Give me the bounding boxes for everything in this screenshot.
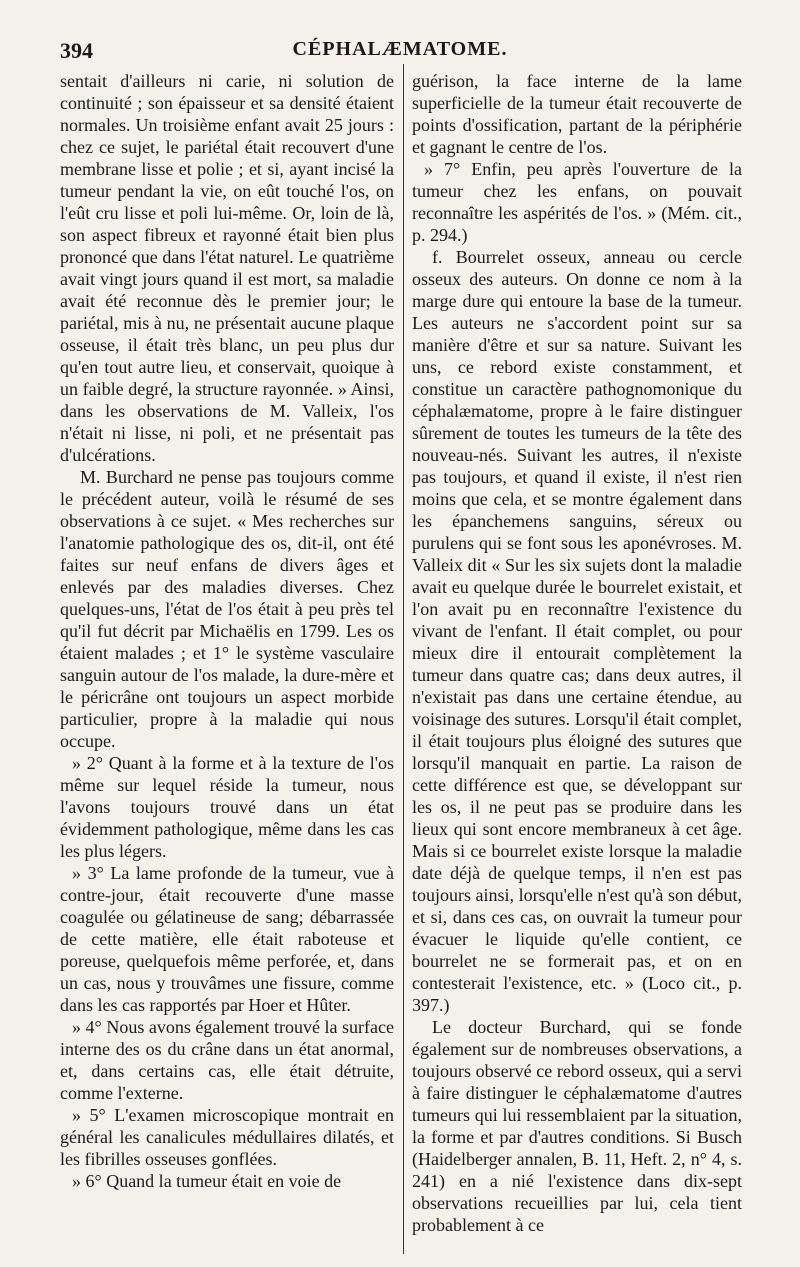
page-number: 394 bbox=[60, 38, 93, 63]
paragraph: » 4° Nous avons également trouvé la surface interne des os du crâne dans un état anormal, et, dans certains cas, elle était détruite, comme l'externe. bbox=[60, 1017, 394, 1103]
right-column bbox=[412, 70, 742, 1236]
paragraph: f. Bourrelet osseux, anneau ou cercle osseux des auteurs. On donne ce nom à la marge dure qui entoure la base de la tumeur. Les auteurs ne s'accordent point sur sa manière d'être et sur sa nature. Suivant les uns, ce rebord existe constamment, et constitue un caractère pathognomonique du céphalæmatome, propre à le faire distinguer sûrement de toutes les tumeurs de la tête des nouveau-nés. Suivant les autres, il n'existe pas toujours, et quand il existe, il n'est rien moins que cela, et se montre également dans les épanchemens sanguins, séreux ou purulens qui se font sous les aponévroses. M. Valleix dit « Sur les six sujets dont la maladie avait eu quelque durée le bourrelet existait, et l'on avait pu en reconnaître l'existence du vivant de l'enfant. Il était complet, ou pour mieux dire il entourait complètement la tumeur dans quatre cas; dans deux autres, il n'existait pas dans une certaine étendue, au voisinage des sutures. Lorsqu'il était complet, il était toujours plus éloigné des sutures que lorsqu'il manquait en partie. La raison de cette différence est que, se développant sur les os, il ne peut pas se produire dans les lieux qui sont encore membraneux à cet âge. Mais si ce bourrelet existe lorsque la maladie date déjà de quelque temps, il n'en est pas toujours ainsi, lorsqu'elle n'est qu'à son début, et si, dans ces cas, on ouvrait la tumeur pour évacuer le liquide qu'elle contient, ce bourrelet ne se formerait pas, et on en contesterait l'existence, etc. » (Loco cit., p. 397.) bbox=[412, 247, 742, 1015]
paragraph: » 2° Quant à la forme et à la texture de l'os même sur lequel réside la tumeur, nous l'avons toujours trouvé dans un état évidemment pathologique, même dans les cas les plus légers. bbox=[60, 753, 394, 861]
running-title: CÉPHALÆMATOME. bbox=[292, 38, 508, 60]
paragraph: M. Burchard ne pense pas toujours comme le précédent auteur, voilà le résumé de ses observations à ce sujet. « Mes recherches sur l'anatomie pathologique des os, dit-il, ont été faites sur neuf enfans de divers âges et enlevés par des maladies diverses. Chez quelques-uns, l'état de l'os était à peu près tel qu'il fut décrit par Michaëlis en 1799. Les os étaient malades ; et 1° le système vasculaire sanguin autour de l'os malade, la dure-mère et le péricrâne ont toujours un aspect morbide particulier, propre à la maladie qui nous occupe. bbox=[60, 467, 394, 751]
paragraph: » 5° L'examen microscopique montrait en général les canalicules médullaires dilatés, et les fibrilles osseuses gonflées. bbox=[60, 1105, 394, 1169]
left-column bbox=[60, 70, 394, 1192]
column-divider bbox=[403, 64, 404, 1254]
paragraph: guérison, la face interne de la lame superficielle de la tumeur était recouverte de points d'ossification, partant de la périphérie et gagnant le centre de l'os. bbox=[412, 71, 742, 157]
paragraph: » 3° La lame profonde de la tumeur, vue à contre-jour, était recouverte d'une masse coagulée ou gélatineuse de sang; débarrassée de cette matière, elle était raboteuse et poreuse, quelquefois même perforée, et, dans un cas, nous y trouvâmes une fissure, comme dans les cas rapportés par Hoer et Hûter. bbox=[60, 863, 394, 1015]
paragraph: Le docteur Burchard, qui se fonde également sur de nombreuses observations, a toujours observé ce rebord osseux, qui a servi à faire distinguer le céphalæmatome d'autres tumeurs qui lui ressemblaient par la situation, la forme et par d'autres conditions. Si Busch (Haidelberger annalen, B. 11, Heft. 2, n° 4, s. 241) en a nié l'existence dans dix-sept observations recueillies par lui, cela tient probablement à ce bbox=[412, 1017, 742, 1235]
page-header bbox=[60, 38, 740, 66]
paragraph: sentait d'ailleurs ni carie, ni solution de continuité ; son épaisseur et sa densité étaient normales. Un troisième enfant avait 25 jours : chez ce sujet, le pariétal était recouvert d'une membrane lisse et polie ; et si, ayant incisé la tumeur pendant la vie, on eût touché l'os, on l'eût cru lisse et poli lui-même. Or, loin de là, son aspect fibreux et rayonné était bien plus prononcé que dans l'état naturel. Le quatrième avait vingt jours quand il est mort, sa maladie avait été reconnue dès le premier jour; le pariétal, mis à nu, ne présentait aucune plaque osseuse, il était très blanc, un peu plus dur qu'en tout autre lieu, et conservait, quoique à un faible degré, la structure rayonnée. » Ainsi, dans les observations de M. Valleix, l'os n'était ni lisse, ni poli, et ne présentait pas d'ulcérations. bbox=[60, 71, 394, 465]
paragraph: » 6° Quand la tumeur était en voie de bbox=[72, 1171, 342, 1191]
paragraph: » 7° Enfin, peu après l'ouverture de la tumeur chez les enfans, on pouvait reconnaître les aspérités de l'os. » (Mém. cit., p. 294.) bbox=[412, 159, 742, 245]
